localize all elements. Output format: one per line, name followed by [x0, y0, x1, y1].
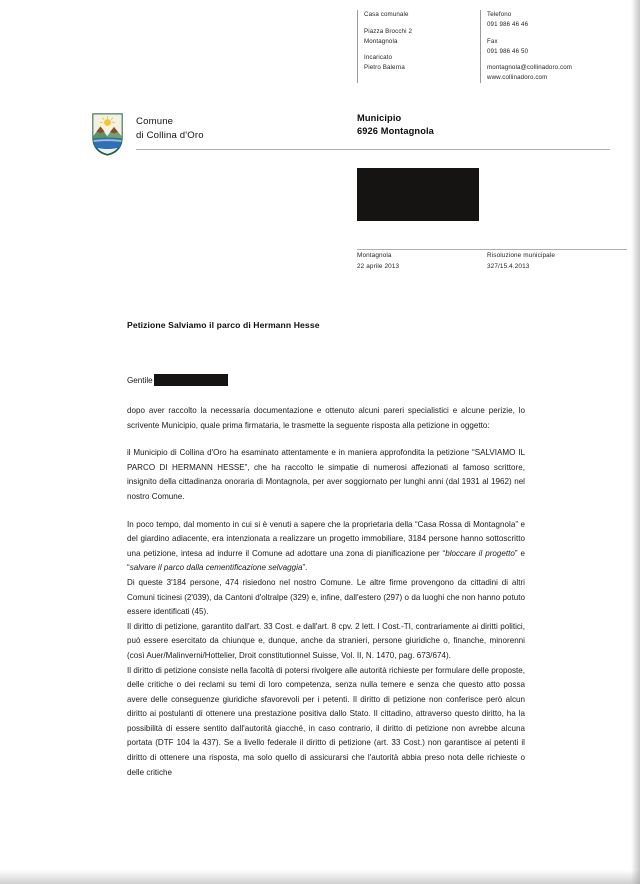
contact-group-street [364, 27, 480, 47]
body-paragraph: il Municipio di Collina d'Oro ha esaminato attentamente e in maniera approfondita la petizione “SALVIAMO IL PARCO DI HERMANN HESSE”, che ha raccolto le simpatie di numerosi affezionati al famoso scrittore, insignito della cittadinanza onoraria di Montagnola, per aver soggiornato per lunghi anni (dal 1931 al 1962) nel nostro Comune. [127, 448, 525, 501]
body-paragraph: Il diritto di petizione, garantito dall'art. 33 Cost. e dall'art. 8 cpv. 2 lett. I Cost.-TI, contrariamente ai diritti politici, può essere esercitato da chiunque e, dunque, anche da stranieri, persone giuridiche o, finanche, minorenni (così Auer/Malinverni/Hottelier, Droit constitutionnel Suisse, Vol. II, N. 1470, pag. 673/674). [127, 621, 525, 660]
contact-line: Pietro Balerna [364, 64, 405, 72]
body-paragraph: Il diritto di petizione consiste nella facoltà di potersi rivolgere alle autorità richieste per formulare delle proposte, delle critiche o dei reclami su temi di loro competenza, senza nulla temere e senza che questo atto possa avere delle conseguenze giuridiche sfavorevoli per i petenti. Il diritto di petizione non conferisce però alcun diritto ai postulanti di ottenere una prestazione positiva dallo Stato. Il cittadino, attraverso questo diritto, ha la possibilità di essere sentito dall'autorità giacché, in caso contrario, il diritto di petizione non avrebbe alcuna portata (DTF 104 la 437). Se a livello federale il diritto di petizione (art. 33 Cost.) non garantisce ai petenti il diritto di ottenere una risposta, ma solo quello di assicurarsi che l'autorità abbia preso nota delle richieste o delle critiche [127, 665, 525, 777]
meta-place: Montagnola [357, 252, 392, 259]
contact-group-telephone [487, 10, 627, 30]
body-paragraph: Di queste 3'184 persone, 474 risiedono nel nostro Comune. Le altre firme provengono da cittadini di altri Comuni ticinesi (2'039), da Cantoni d'oltralpe (329) e, infine, dall'estero (297) o da luoghi che non hanno potuto essere identificati (45). [127, 577, 525, 617]
meta-resolution-value: 327/15.4.2013 [487, 262, 530, 270]
meta-resolution [487, 251, 627, 273]
meta-divider [357, 249, 627, 250]
letter-subject: Petizione Salviamo il parco di Hermann Hesse [127, 320, 320, 330]
recipient-office-line2: 6926 Montagnola [357, 126, 434, 137]
header-divider [136, 149, 610, 150]
contact-column-telecom [480, 10, 627, 83]
letter-salutation [127, 374, 228, 386]
recipient-office [357, 112, 434, 138]
contact-line: Casa comunale [364, 11, 409, 18]
contact-line: 091 986 46 50 [487, 47, 529, 55]
scan-edge-shadow-right [631, 0, 640, 884]
redacted-recipient-address [357, 168, 479, 221]
comune-name-line2: di Collina d'Oro [136, 129, 204, 141]
meta-place-date [357, 251, 487, 273]
contact-line-email: montagnola@collinadoro.com [487, 64, 573, 72]
comune-name-line1: Comune [136, 116, 174, 127]
contact-line: Telefono [487, 11, 512, 18]
contact-line-website: www.collinadoro.com [487, 74, 548, 82]
contact-column-address [357, 10, 480, 83]
contact-line: 091 986 46 46 [487, 21, 529, 29]
scan-edge-shadow-bottom [0, 870, 640, 884]
contact-group-casa-comunale [364, 10, 480, 20]
brand-header [92, 111, 612, 163]
body-paragraph: dopo aver raccolto la necessaria documentazione e ottenuto alcuni pareri specialistici e alcune perizie, lo scrivente Municipio, quale prima firmataria, le trasmette la seguente risposta alla petizione in oggetto: [127, 406, 525, 430]
letterhead-contact-block [357, 10, 627, 83]
contact-line: Montagnola [364, 37, 398, 45]
contact-line: Fax [487, 37, 498, 45]
meta-resolution-label: Risoluzione municipale [487, 252, 556, 259]
letter-meta [357, 251, 627, 273]
contact-group-fax [487, 37, 627, 57]
coat-of-arms-icon [92, 113, 123, 156]
salutation-greeting: Gentile [127, 375, 153, 385]
contact-line: Incaricato [364, 54, 393, 62]
contact-line: Piazza Brocchi 2 [364, 27, 413, 35]
meta-date: 22 aprile 2013 [357, 262, 400, 270]
contact-group-incaricato [364, 53, 480, 73]
body-paragraph: In poco tempo, dal momento in cui si è venuti a sapere che la proprietaria della “Casa Rossa di Montagnola” e del giardino adiacente, era intenzionata a realizzare un progetto immobiliare, 3184 persone hanno sottoscritto una petizione, intesa ad indurre il Comune ad adottare una zona di pianificazione per “bloccare il progetto” e “salvare il parco dalla cementificazione selvaggia”. [127, 519, 526, 573]
contact-group-web [487, 63, 627, 83]
letter-body [127, 404, 525, 780]
comune-name [136, 115, 204, 142]
redacted-recipient-name [154, 374, 228, 386]
recipient-office-line1: Municipio [357, 113, 402, 123]
